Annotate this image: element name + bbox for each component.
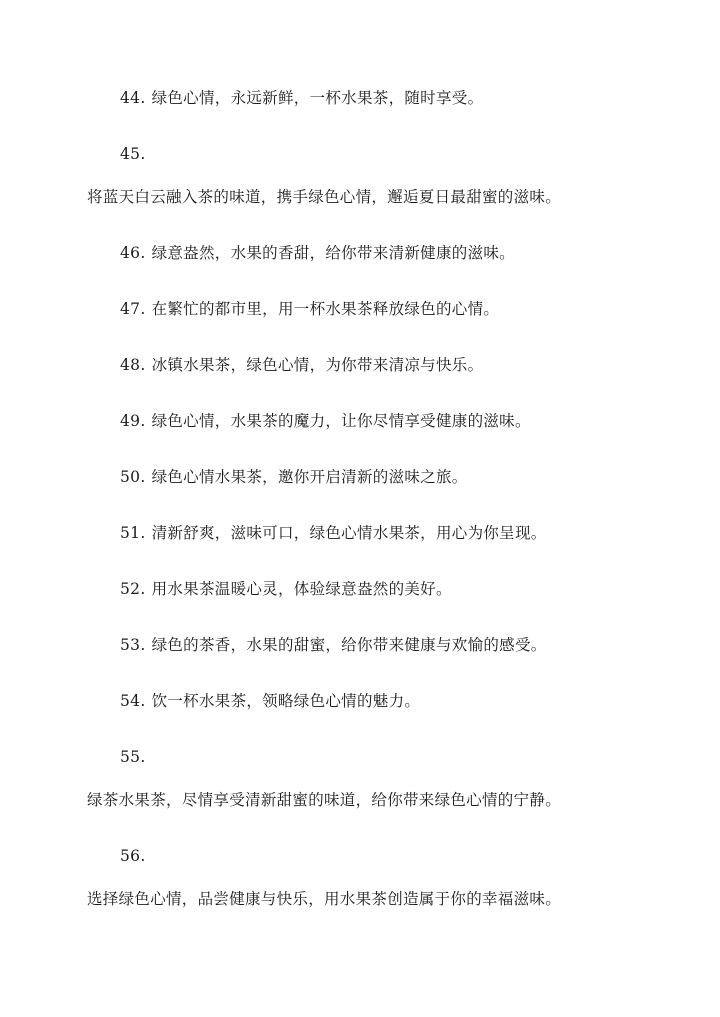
item-text: 饮一杯水果茶，领略绿色心情的魅力。: [151, 692, 421, 710]
list-item-52: [120, 579, 452, 599]
item-number: 51.: [120, 524, 146, 542]
list-item-44: [120, 88, 483, 108]
list-item-53: [120, 635, 547, 655]
item-number: 45.: [120, 145, 146, 163]
item-text: 绿茶水果茶，尽情享受清新甜蜜的味道，给你带来绿色心情的宁静。: [87, 791, 562, 809]
list-item-51: [120, 523, 547, 543]
item-text: 选择绿色心情，品尝健康与快乐，用水果茶创造属于你的幸福滋味。: [87, 890, 562, 908]
item-text: 绿意盎然，水果的香甜，给你带来清新健康的滋味。: [151, 244, 515, 262]
item-text: 清新舒爽，滋味可口，绿色心情水果茶，用心为你呈现。: [151, 524, 547, 542]
item-number: 53.: [120, 636, 146, 654]
item-text: 绿色心情，水果茶的魔力，让你尽情享受健康的滋味。: [151, 412, 531, 430]
list-item-50: [120, 467, 468, 487]
item-text: 绿色心情，永远新鲜，一杯水果茶，随时享受。: [151, 89, 484, 107]
list-item-56-text: [87, 889, 561, 909]
item-number: 47.: [120, 300, 146, 318]
item-number: 55.: [120, 748, 146, 766]
item-number: 52.: [120, 580, 146, 598]
list-item-46: [120, 243, 515, 263]
list-item-47: [120, 299, 499, 319]
list-item-45-number: [120, 144, 152, 164]
item-text: 冰镇水果茶，绿色心情，为你带来清凉与快乐。: [151, 356, 484, 374]
item-number: 50.: [120, 468, 146, 486]
list-item-55-number: [120, 747, 152, 767]
item-number: 56.: [120, 847, 146, 865]
list-item-49: [120, 411, 531, 431]
list-item-55-text: [87, 790, 561, 810]
item-number: 54.: [120, 692, 146, 710]
item-number: 46.: [120, 244, 146, 262]
list-item-45-text: [87, 187, 561, 207]
item-number: 48.: [120, 356, 146, 374]
item-text: 在繁忙的都市里，用一杯水果茶释放绿色的心情。: [151, 300, 500, 318]
item-number: 49.: [120, 412, 146, 430]
list-item-48: [120, 355, 483, 375]
item-number: 44.: [120, 89, 146, 107]
item-text: 用水果茶温暖心灵，体验绿意盎然的美好。: [151, 580, 452, 598]
item-text: 绿色心情水果茶，邀你开启清新的滋味之旅。: [151, 468, 468, 486]
list-item-56-number: [120, 846, 152, 866]
list-item-54: [120, 691, 420, 711]
item-text: 将蓝天白云融入茶的味道，携手绿色心情，邂逅夏日最甜蜜的滋味。: [87, 188, 562, 206]
item-text: 绿色的茶香，水果的甜蜜，给你带来健康与欢愉的感受。: [151, 636, 547, 654]
